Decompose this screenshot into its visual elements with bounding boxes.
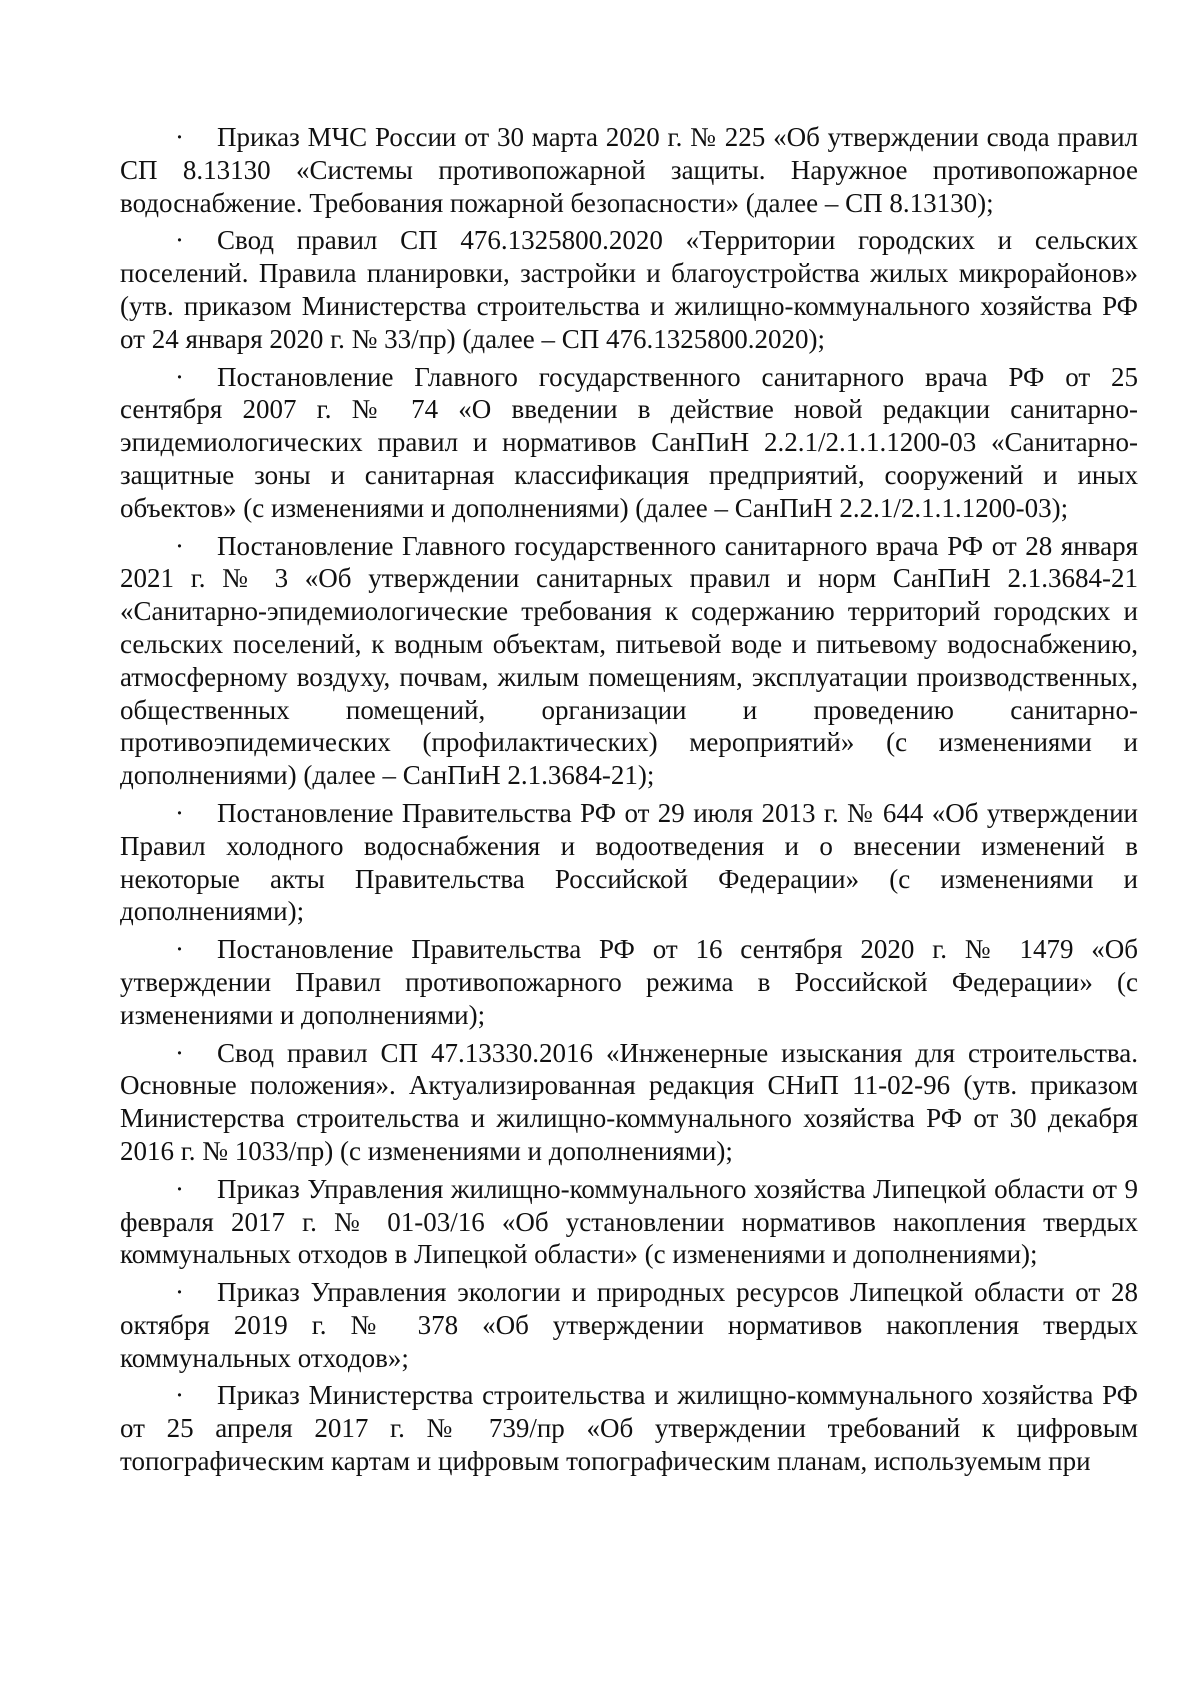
bullet-icon: · <box>175 530 184 561</box>
list-item-text: Свод правил СП 476.1325800.2020 «Территории городских и сельских поселений. Правила планировки, застройки и благоустройства жилых микрорайонов» (утв. приказом Министерства строительства и жилищно-коммунального хозяйства РФ от 24 января 2020 г. № 33/пр) (далее – СП 476.1325800.2020); <box>120 225 1138 354</box>
list-item-text: Приказ МЧС России от 30 марта 2020 г. № 225 «Об утверждении свода правил СП 8.13130 «Системы противопожарной защиты. Наружное противопожарное водоснабжение. Требования пожарной безопасности» (далее – СП 8.13130); <box>120 122 1138 218</box>
list-item <box>120 933 1138 1031</box>
list-item-text: Постановление Правительства РФ от 29 июля 2013 г. № 644 «Об утверждении Правил холодного водоснабжения и водоотведения и о внесении изменений в некоторые акты Правительства Российской Федерации» (с изменениями и дополнениями); <box>120 797 1138 927</box>
list-item <box>120 121 1138 219</box>
list-item-text: Приказ Управления жилищно-коммунального хозяйства Липецкой области от 9 февраля 2017 г. № 01-03/16 «Об установлении нормативов накопления твердых коммунальных отходов в Липецкой области» (с изменениями и дополнениями); <box>120 1173 1138 1270</box>
document-body <box>120 121 1138 1483</box>
list-item-text: Постановление Главного государственного санитарного врача РФ от 25 сентября 2007 г. № 74 «О введении в действие новой редакции санитарно-эпидемиологических правил и нормативов СанПиН 2.2.1/2.1.1.1200-03 «Санитарно-защитные зоны и санитарная классификация предприятий, сооружений и иных объектов» (с изменениями и дополнениями) (далее – СанПиН 2.2.1/2.1.1.1200-03); <box>120 361 1138 523</box>
bullet-icon: · <box>175 934 184 965</box>
list-item <box>120 224 1138 355</box>
list-item-text: Приказ Управления экологии и природных ресурсов Липецкой области от 28 октября 2019 г. № 378 «Об утверждении нормативов накопления твердых коммунальных отходов»; <box>120 1277 1138 1373</box>
bullet-icon: · <box>175 122 184 152</box>
list-item <box>120 1379 1138 1477</box>
bullet-icon: · <box>175 797 184 828</box>
list-item <box>120 361 1138 525</box>
list-item-text: Приказ Министерства строительства и жилищно-коммунального хозяйства РФ от 25 апреля 2017 г. № 739/пр «Об утверждении требований к цифровым топографическим картам и цифровым топографическим планам, используемым при <box>120 1380 1138 1477</box>
list-item <box>120 1037 1138 1168</box>
list-item-text: Свод правил СП 47.13330.2016 «Инженерные изыскания для строительства. Основные положения». Актуализированная редакция СНиП 11-02-96 (утв. приказом Министерства строительства и жилищно-коммунального хозяйства РФ от 30 декабря 2016 г. № 1033/пр) (с изменениями и дополнениями); <box>120 1037 1138 1166</box>
bullet-icon: · <box>175 1037 184 1068</box>
list-item <box>120 1173 1138 1271</box>
bullet-icon: · <box>175 361 184 392</box>
bullet-icon: · <box>175 1173 184 1204</box>
list-item-text: Постановление Главного государственного санитарного врача РФ от 28 января 2021 г. № 3 «Об утверждении санитарных правил и норм СанПиН 2.1.3684-21 «Санитарно-эпидемиологические требования к содержанию территорий городских и сельских поселений, к водным объектам, питьевой воде и питьевому водоснабжению, атмосферному воздуху, почвам, жилым помещениям, эксплуатации производственных, общественных помещений, организации и проведению санитарно-противоэпидемических (профилактических) мероприятий» (с изменениями и дополнениями) (далее – СанПиН 2.1.3684-21); <box>120 530 1138 791</box>
bullet-icon: · <box>175 225 184 256</box>
bullet-icon: · <box>175 1277 184 1308</box>
list-item <box>120 797 1138 928</box>
list-item <box>120 530 1138 792</box>
bullet-icon: · <box>175 1380 184 1411</box>
list-item <box>120 1276 1138 1374</box>
list-item-text: Постановление Правительства РФ от 16 сентября 2020 г. № 1479 «Об утверждении Правил противопожарного режима в Российской Федерации» (с изменениями и дополнениями); <box>120 934 1138 1030</box>
